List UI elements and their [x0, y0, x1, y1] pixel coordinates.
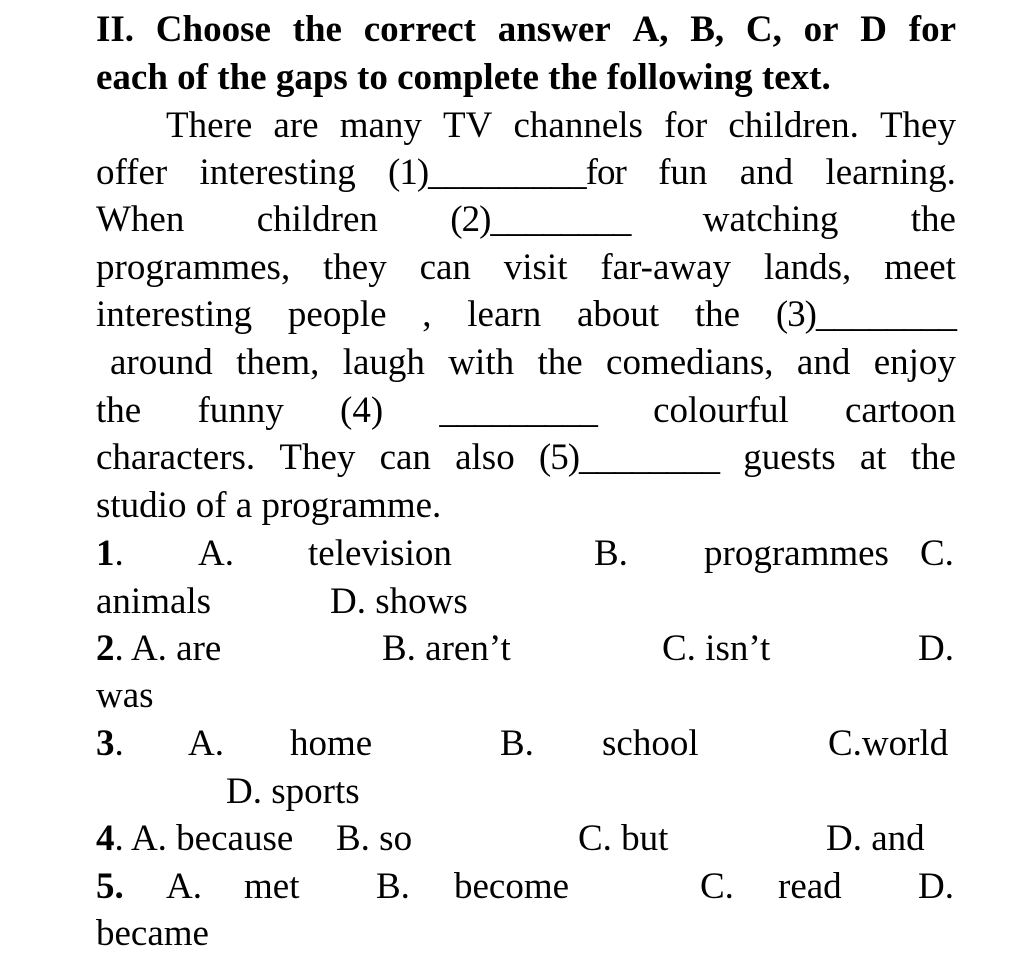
- passage-word: meet: [884, 247, 956, 288]
- instruction-word: B,: [690, 9, 725, 50]
- passage-word: fun: [658, 152, 708, 193]
- option-a-label: A.: [198, 533, 234, 574]
- option-d-text: was: [96, 675, 154, 716]
- passage-word: ,: [422, 294, 432, 335]
- passage-line-6: [110, 339, 956, 386]
- question-2: [96, 625, 956, 672]
- passage-word: the: [910, 437, 956, 478]
- option-b-label: B.: [594, 533, 628, 574]
- passage-word: programmes,: [96, 247, 291, 288]
- instruction-word: correct: [363, 9, 476, 50]
- gap-4-blank: _________: [439, 390, 597, 431]
- instruction-word: D: [860, 9, 888, 50]
- passage-word: channels: [513, 105, 643, 146]
- gap-2-blank: (2)________: [450, 199, 631, 240]
- passage-word: characters.: [96, 437, 256, 478]
- passage-word: When: [96, 199, 185, 240]
- instruction-word: Choose: [155, 9, 271, 50]
- option-b-text: become: [454, 866, 570, 907]
- passage-word: learning.: [825, 152, 956, 193]
- option-b-text: school: [602, 723, 699, 764]
- passage-word: (4): [340, 390, 384, 431]
- passage-word: the: [96, 390, 142, 431]
- passage-word: They: [879, 105, 956, 146]
- passage-word: around: [110, 342, 213, 383]
- passage-line-1: [166, 102, 956, 149]
- option-b: B. aren’t: [382, 628, 511, 669]
- passage-word: They: [279, 437, 356, 478]
- passage-line-7: [96, 387, 956, 434]
- instruction-word: II.: [96, 9, 135, 50]
- option-b: B. so: [336, 818, 413, 859]
- passage-word: lands,: [763, 247, 852, 288]
- option-b-label: B.: [500, 723, 534, 764]
- passage-word: and: [796, 342, 851, 383]
- passage-word: the: [537, 342, 583, 383]
- instruction-word: A,: [632, 9, 669, 50]
- option-c: C.world: [828, 723, 949, 764]
- question-2-continuation: [96, 672, 956, 719]
- passage-word: far-away: [600, 247, 732, 288]
- passage-word: cartoon: [844, 390, 956, 431]
- option-a-label: A.: [166, 866, 202, 907]
- passage-word: offer: [96, 152, 168, 193]
- option-c: C. isn’t: [662, 628, 771, 669]
- passage-word: for: [664, 105, 708, 146]
- option-d-label: D.: [918, 866, 954, 907]
- option-d: D. and: [826, 818, 925, 859]
- passage-word: are: [273, 105, 319, 146]
- passage-word: children.: [728, 105, 859, 146]
- passage-word: can: [419, 247, 471, 288]
- option-b-label: B.: [376, 866, 410, 907]
- gap-1-blank: (1)_________for: [388, 152, 626, 193]
- passage-word: of: [195, 485, 227, 526]
- passage-word: learn: [467, 294, 542, 335]
- passage-word: comedians,: [606, 342, 774, 383]
- passage-word: at: [859, 437, 887, 478]
- passage-line-3: [96, 196, 956, 243]
- question-number-option-a: 2. A. are: [96, 628, 222, 669]
- passage-word: many: [339, 105, 422, 146]
- passage-word: people: [287, 294, 387, 335]
- question-5-continuation: [96, 910, 956, 957]
- option-d-text: became: [96, 913, 209, 954]
- passage-word: the: [694, 294, 741, 335]
- question-1-continuation: [96, 578, 956, 625]
- passage-word: visit: [503, 247, 568, 288]
- option-a-text: home: [290, 723, 373, 764]
- passage-word: There: [166, 105, 253, 146]
- question-1: [96, 530, 956, 577]
- passage-word: and: [739, 152, 794, 193]
- question-number: 3.: [96, 723, 124, 764]
- instruction-word: the: [292, 9, 342, 50]
- question-number: 5.: [96, 866, 124, 907]
- option-b-text: programmes: [704, 533, 889, 574]
- passage-line-9: [96, 482, 956, 529]
- gap-5-blank: (5)________: [538, 437, 720, 478]
- option-a-text: television: [308, 533, 452, 574]
- passage-word: interesting: [96, 294, 253, 335]
- option-c-text: animals: [96, 581, 212, 622]
- passage-word: can: [379, 437, 431, 478]
- passage-word: interesting: [199, 152, 356, 193]
- question-5: [96, 863, 956, 910]
- passage-word: guests: [743, 437, 836, 478]
- passage-word: colourful: [653, 390, 789, 431]
- option-a-text: met: [244, 866, 300, 907]
- option-d: D. sports: [226, 771, 360, 812]
- option-d: D. shows: [330, 581, 468, 622]
- instruction-word: answer: [497, 9, 611, 50]
- passage-line-5: [96, 291, 956, 338]
- instruction-word: or: [803, 9, 839, 50]
- option-c-text: read: [778, 866, 842, 907]
- question-3-continuation: [96, 768, 956, 815]
- instruction-line-2: each of the gaps to complete the following text.: [96, 57, 831, 98]
- option-c-label: C.: [700, 866, 734, 907]
- question-number: 1.: [96, 533, 124, 574]
- passage-word: funny: [197, 390, 284, 431]
- question-4: [96, 815, 956, 862]
- question-3: [96, 720, 956, 767]
- passage-word: they: [323, 247, 387, 288]
- passage-word: children: [256, 199, 378, 240]
- instruction-word: C,: [745, 9, 782, 50]
- passage-word: watching: [702, 199, 839, 240]
- passage-line-8: [96, 434, 956, 481]
- passage-line-2: [96, 149, 956, 196]
- passage-word: studio: [96, 485, 187, 526]
- option-a-label: A.: [188, 723, 224, 764]
- passage-word: TV: [443, 105, 493, 146]
- passage-word: them,: [236, 342, 320, 383]
- passage-word: laugh: [342, 342, 425, 383]
- gap-3-blank: (3)________: [775, 294, 956, 335]
- option-c: C. but: [578, 818, 669, 859]
- instruction-line-1: [96, 6, 956, 53]
- passage-word: enjoy: [873, 342, 956, 383]
- passage-word: the: [910, 199, 956, 240]
- passage-word: with: [448, 342, 515, 383]
- passage-word: programme.: [261, 485, 442, 526]
- question-number-option-a: 4. A. because: [96, 818, 294, 859]
- passage-word: a: [235, 485, 253, 526]
- passage-word: also: [455, 437, 515, 478]
- instruction-word: for: [908, 9, 956, 50]
- passage-word: about: [576, 294, 660, 335]
- option-c-label: C.: [920, 533, 954, 574]
- passage-line-4: [96, 244, 956, 291]
- option-d-label: D.: [918, 628, 954, 669]
